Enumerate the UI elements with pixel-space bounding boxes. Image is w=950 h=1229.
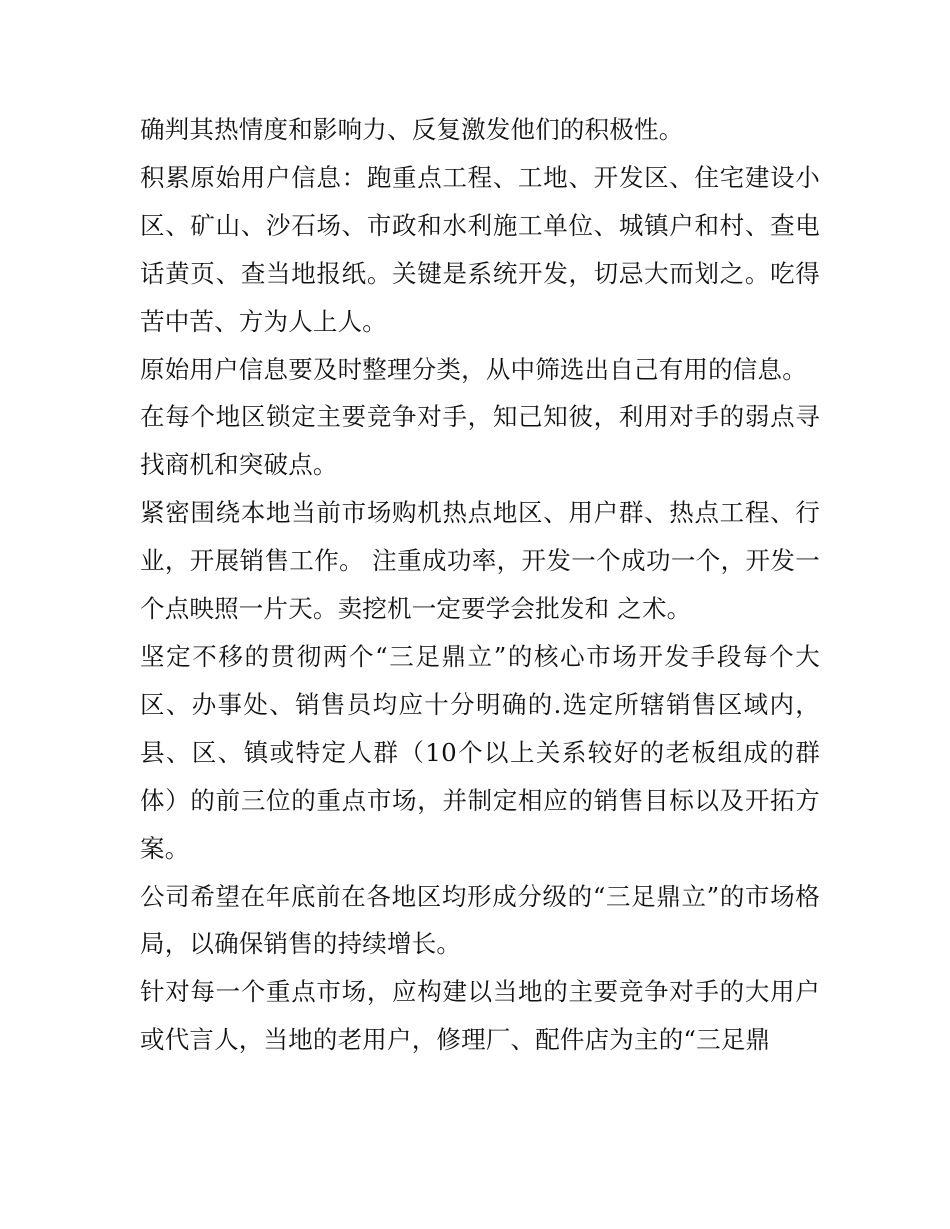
paragraph-6: 坚定不移的贯彻两个“三足鼎立”的核心市场开发手段每个大区、办事处、销售员均应十分明确的.选定所辖销售区域内，县、区、镇或特定人群（10个以上关系较好的老板组成的群体）的前三位的重点市场，并制定相应的销售目标以及开拓方案。 [140,641,820,863]
paragraph-8: 针对每一个重点市场，应构建以当地的主要竞争对手的大用户或代言人，当地的老用户，修理厂、配件店为主的“三足鼎 [140,977,820,1055]
paragraph-2: 积累原始用户信息：跑重点工程、工地、开发区、住宅建设小区、矿山、沙石场、市政和水利施工单位、城镇户和村、查电话黄页、查当地报纸。关键是系统开发，切忌大而划之。吃得苦中苦、方为人上人。 [140,162,820,336]
paragraph-7: 公司希望在年底前在各地区均形成分级的“三足鼎立”的市场格局，以确保销售的持续增长。 [140,881,820,959]
paragraph-3: 原始用户信息要及时整理分类，从中筛选出自己有用的信息。 [140,354,807,384]
document-body [140,106,820,1064]
paragraph-4: 在每个地区锁定主要竞争对手，知己知彼，利用对手的弱点寻找商机和突破点。 [140,402,820,480]
paragraph-5: 紧密围绕本地当前市场购机热点地区、用户群、热点工程、行业，开展销售工作。 注重成功率，开发一个成功一个，开发一个点映照一片天。卖挖机一定要学会批发和 之术。 [140,498,820,624]
paragraph-1: 确判其热情度和影响力、反复激发他们的积极性。 [140,115,684,144]
